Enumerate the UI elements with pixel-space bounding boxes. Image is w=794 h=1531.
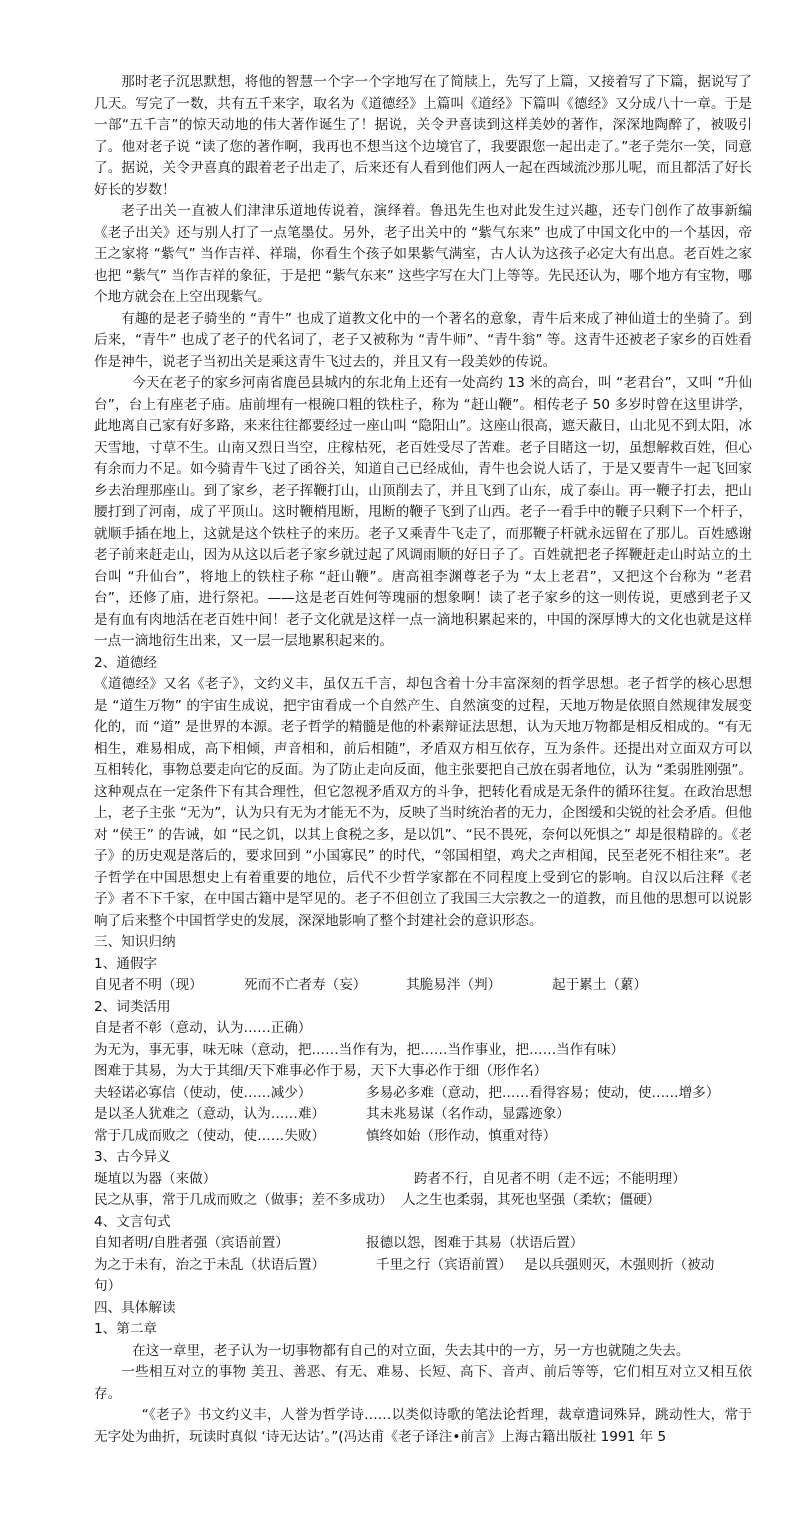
wenyanjushi-line: 句） <box>94 1278 122 1294</box>
gujinyiyi-item: 人之生也柔弱，其死也坚强（柔软；僵硬） <box>402 1192 661 1208</box>
cileihuoyong-line: 为无为，事无事，味无味（意动，把……当作有为，把……当作事业，把……当作有味） <box>94 1041 625 1058</box>
heading-gujinyiyi: 3、古今异义 <box>94 1149 171 1165</box>
cileihuoyong-row <box>94 1126 752 1148</box>
wenyanjushi-item: 报德以怨，图难于其易（状语后置） <box>366 1235 584 1251</box>
paragraph-laojun-terrace: 今天在老子的家乡河南省鹿邑县城内的东北角上还有一处高约 13 米的高台，叫 “老君台”，又叫 “升仙台”，台上有座老子庙。庙前埋有一根碗口粗的铁柱子，称为 “赶山鞭”。相传老子 50 多岁时曾在这里讲学，此地离自己家有好多路，来来往往都要经过一座山叫 “隐阳山”。这座山很高，遮天蔽日，山北见不到太阳，冰天雪地，寸草不生。山南又烈日当空，庄稼枯死，老百姓受尽了苦难。老子目睹这一切，虽想解救百姓，但心有余而力不足。如今骑青牛飞过了函谷关，知道自己已经成仙，青牛也会说人话了，于是又要青牛一起飞回家乡去治理那座山。到了家乡，老子挥鞭打山，山顶削去了，并且飞到了山东，成了泰山。再一鞭子打去，把山腰打到了河南，成了平顶山。这时鞭梢甩断，甩断的鞭子飞到了山西。老子一看手中的鞭子只剩下一个杆子，就顺手插在地上，这就是这个铁柱子的来历。老子又乘青牛飞走了，而那鞭子杆就永远留在了那儿。百姓感谢老子前来赶走山，因为从这以后老子家乡就过起了风调雨顺的好日子了。百姓就把老子挥鞭赶走山时站立的土台叫 “升仙台”，将地上的铁柱子称 “赶山鞭”。唐高祖李渊尊老子为 “太上老君”，又把这个台称为 “老君台”，还修了庙，进行祭祀。——这是老百姓何等瑰丽的想象啊！读了老子家乡的这一则传说，更感到老子又是有血有肉地活在老百姓中间！老子文化就是这样一点一滴地积累起来的，中国的深厚博大的文化也就是这样一点一滴地衍生出来，又一层一层地累积起来的。 <box>94 375 752 649</box>
tongjiazi-item: 自见者不明（现） <box>94 977 203 993</box>
wenyanjushi-item: 是以兵强则灭，木强则折（被动 <box>524 1256 715 1273</box>
heading-tongjiazi: 1、通假字 <box>94 955 158 972</box>
cileihuoyong-item: 是以圣人犹难之（意动，认为……难） <box>94 1106 326 1122</box>
cileihuoyong-row <box>94 1083 752 1105</box>
paragraph-green-ox: 有趣的是老子骑坐的 “青牛” 也成了道教文化中的一个著名的意象，青牛后来成了神仙道士的坐骑了。到后来，“青牛” 也成了老子的代名词了，老子又被称为 “青牛师”、“青牛翁” 等。这青牛还被老子家乡的百姓看作是神牛，说老子当初出关是乘这青牛飞过去的，并且又有一段美妙的传说。 <box>94 310 752 370</box>
paragraph-quote: “《老子》书文约义丰，人誉为哲学诗……以类似诗歌的笔法论哲理，裁章遣词殊异，跳动性大，常于无字处为曲折，玩读时真似 ‘诗无达诂’。”(冯达甫《老子译注•前言》上海古籍出版社 1991 年 5 <box>94 1407 752 1445</box>
tongjiazi-item: 死而不亡者寿（妄） <box>244 977 367 993</box>
cileihuoyong-line: 自是者不彰（意动，认为……正确） <box>94 1020 312 1036</box>
cileihuoyong-line: 图难于其易，为大于其细/天下难事必作于易，天下大事必作于细（形作名） <box>94 1063 548 1079</box>
paragraph-laozi-writes: 那时老子沉思默想，将他的智慧一个字一个字地写在了简牍上，先写了上篇，又接着写了下篇，据说写了几天。写完了一数，共有五千来字，取名为《道德经》上篇叫《道经》下篇叫《德经》又分成八十一章。于是一部“五千言”的惊天动地的伟大著作诞生了！据说，关令尹喜读到这样美妙的著作，深深地陶醉了，被吸引了。他对老子说 “读了您的著作啊，我再也不想当这个边境官了，我要跟您一起出走了。”老子莞尔一笑，同意了。据说，关令尹喜真的跟着老子出走了，后来还有人看到他们两人一起在西域流沙那儿呢，而且都活了好长好长的岁数！ <box>94 74 752 198</box>
gujinyiyi-row <box>94 1190 752 1212</box>
tongjiazi-item: 其脆易泮（判） <box>406 977 502 993</box>
wenyanjushi-item: 自知者明/自胜者强（宾语前置） <box>94 1235 289 1251</box>
gujinyiyi-row <box>94 1169 752 1191</box>
wenyanjushi-row <box>94 1233 752 1255</box>
wenyanjushi-item: 千里之行（宾语前置） <box>376 1256 512 1273</box>
paragraph-daodejing-summary: 《道德经》又名《老子》，文约义丰，虽仅五千言，却包含着十分丰富深刻的哲学思想。老子哲学的核心思想是 “道生万物” 的宇宙生成说，把宇宙看成一个自然产生、自然演变的过程，天地万物是依照自然规律发展变化的，而 “道” 是世界的本源。老子哲学的精髓是他的朴素辩证法思想，认为天地万物都是相反相成的。“有无相生，难易相成，高下相倾，声音相和，前后相随”，矛盾双方相互依存，互为条件。还提出对立面双方可以互相转化，事物总要走向它的反面。为了防止走向反面，他主张要把自己放在弱者地位，认为 “柔弱胜刚强”。这种观点在一定条件下有其合理性，但它忽视矛盾双方的斗争，把转化看成是无条件的循环往复。在政治思想上，老子主张 “无为”，认为只有无为才能无不为，反映了当时统治者的无力，企图缓和尖锐的社会矛盾。但他对 “侯王” 的告诫，如 “民之饥，以其上食税之多，是以饥”、“民不畏死，奈何以死惧之” 却是很精辟的。《老子》的历史观是落后的，要求回到 “小国寡民” 的时代，“邻国相望，鸡犬之声相闻，民至老死不相往来”。老子哲学在中国思想史上有着重要的地位，后代不少哲学家都在不同程度上受到它的影响。自汉以后注释《老子》者不下千家，在中国古籍中是罕见的。老子不但创立了我国三大宗教之一的道教，而且他的思想可以说影响了后来整个中国哲学史的发展，深深地影响了整个封建社会的意识形态。 <box>94 676 752 929</box>
gujinyiyi-item: 埏埴以为器（来做） <box>94 1170 217 1187</box>
heading-daodejing: 2、道德经 <box>94 654 158 671</box>
heading-chapter-two: 1、第二章 <box>94 1321 158 1337</box>
heading-wenyanjushi: 4、文言句式 <box>94 1213 171 1230</box>
paragraph-opposites: 一些相互对立的事物 美丑、善恶、有无、难易、长短、高下、音声、前后等等，它们相互对立又相互依存。 <box>94 1364 752 1402</box>
cileihuoyong-item: 常于几成而败之（使动，使……失败） <box>94 1127 326 1144</box>
paragraph-laozi-exit-legend: 老子出关一直被人们津津乐道地传说着，演绎着。鲁迅先生也对此发生过兴趣，还专门创作了故事新编《老子出关》还与别人打了一点笔墨仗。另外，老子出关中的 “紫气东来” 也成了中国文化中的一个基因，帝王之家将 “紫气” 当作吉祥、祥瑞，你看生个孩子如果紫气满室，古人认为这孩子必定大有出息。老百姓之家也把 “紫气” 当作吉祥的象征，于是把 “紫气东来” 这些字写在大门上等等。先民还认为，哪个地方有宝物，哪个地方就会在上空出现紫气。 <box>94 203 752 305</box>
tongjiazi-item: 起于累土（蔂） <box>552 977 648 993</box>
cileihuoyong-item: 其未兆易谋（名作动，显露迹象） <box>366 1106 570 1122</box>
tongjiazi-row <box>94 975 752 997</box>
heading-cileihuoyong: 2、词类活用 <box>94 998 171 1015</box>
gujinyiyi-item: 跨者不行，自见者不明（走不远；不能明理） <box>414 1170 686 1187</box>
wenyanjushi-row <box>94 1255 752 1277</box>
cileihuoyong-item: 多易必多难（意动，把……看得容易；使动，使……增多） <box>366 1084 720 1101</box>
cileihuoyong-item: 慎终如始（形作动，慎重对待） <box>366 1127 557 1144</box>
gujinyiyi-item: 民之从事，常于几成而败之（做事；差不多成功） <box>94 1192 394 1208</box>
paragraph-chapter-two-intro: 在这一章里，老子认为一切事物都有自己的对立面，失去其中的一方，另一方也就随之失去。 <box>132 1342 690 1359</box>
cileihuoyong-row <box>94 1104 752 1126</box>
cileihuoyong-item: 夫轻诺必寡信（使动，使……减少） <box>94 1084 312 1101</box>
heading-knowledge-summary: 三、知识归纳 <box>94 934 176 950</box>
heading-detailed-reading: 四、具体解读 <box>94 1299 176 1316</box>
wenyanjushi-item: 为之于未有，治之于未乱（状语后置） <box>94 1256 326 1273</box>
